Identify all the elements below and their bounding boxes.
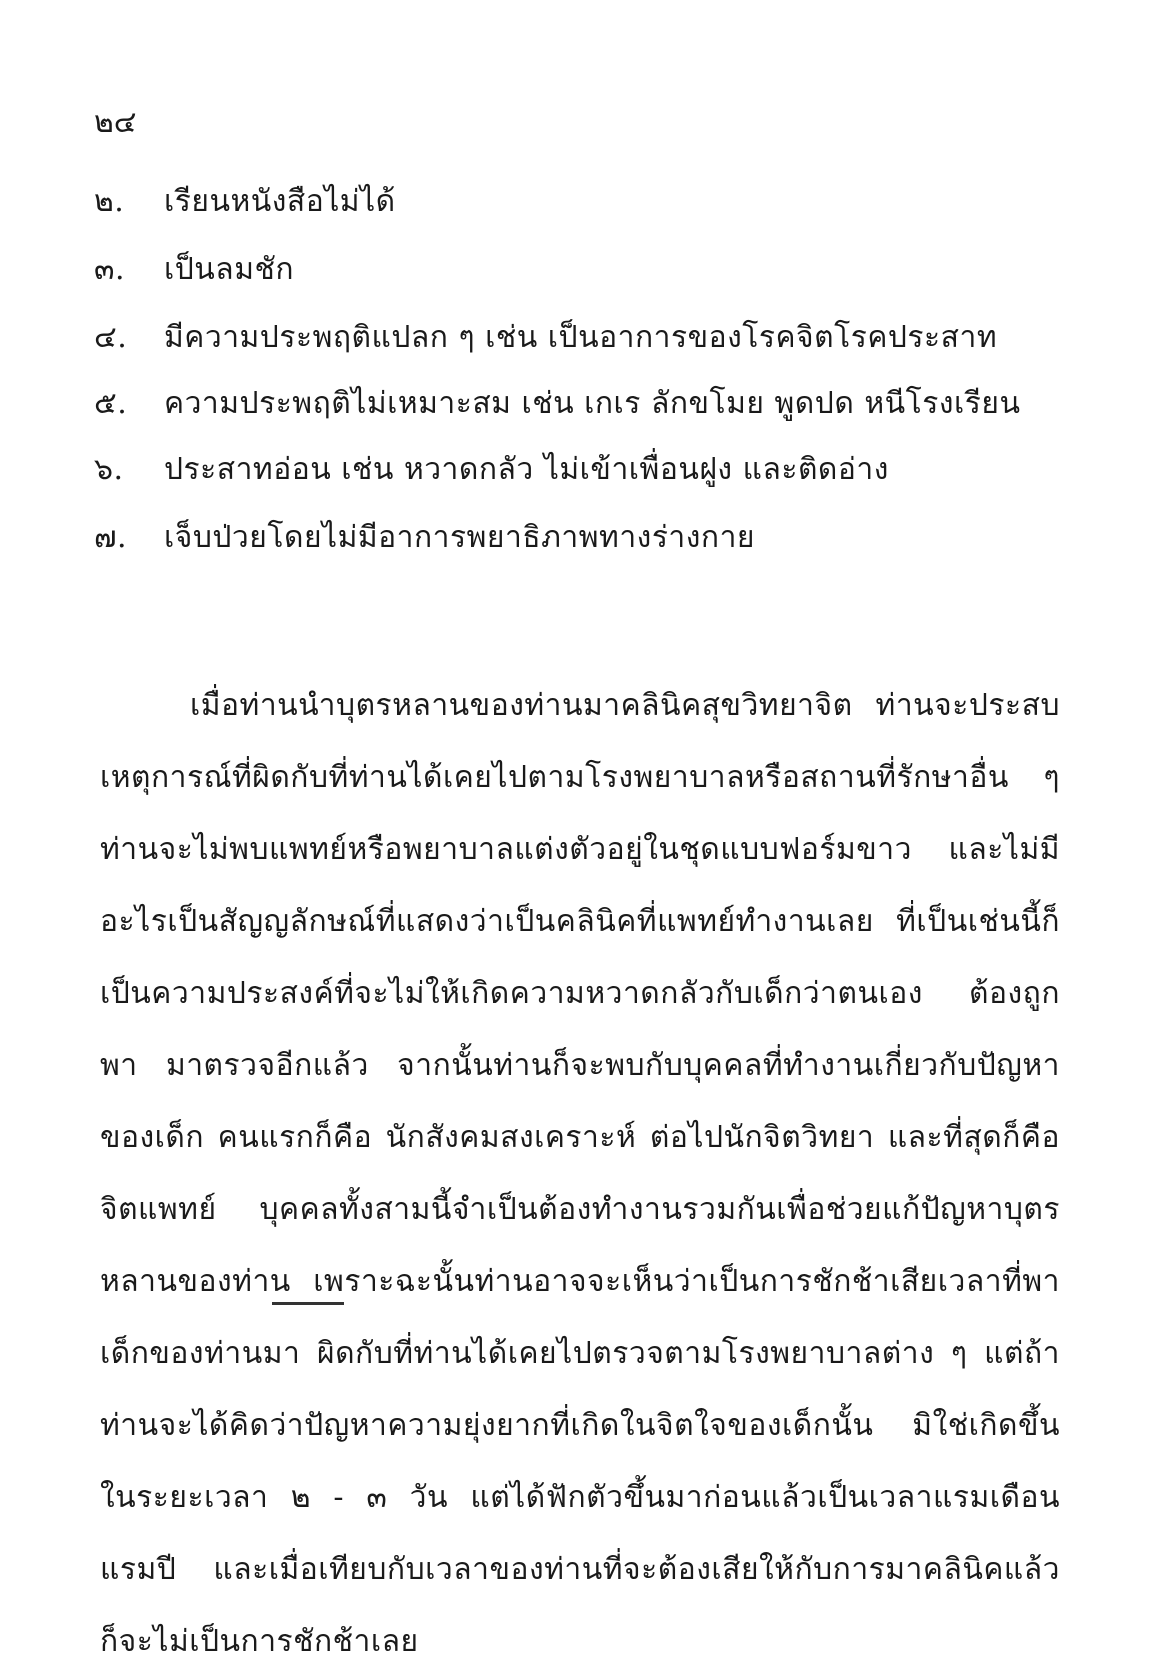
list-item-text: เป็นลมชัก bbox=[164, 252, 294, 287]
numbered-list bbox=[94, 168, 1060, 572]
page-number: ๒๔ bbox=[94, 105, 137, 140]
list-item-number: ๖. bbox=[94, 452, 124, 487]
list-item-text: เจ็บป่วยโดยไม่มีอาการพยาธิภาพทางร่างกาย bbox=[164, 520, 756, 555]
list-item bbox=[94, 168, 1060, 236]
list-item-text: ประสาทอ่อน เช่น หวาดกลัว ไม่เข้าเพื่อนฝูง และติดอ่าง bbox=[164, 452, 889, 487]
list-item bbox=[94, 504, 1060, 572]
ink-mark bbox=[272, 1302, 344, 1305]
list-item-text: เรียนหนังสือไม่ได้ bbox=[164, 184, 396, 219]
list-item bbox=[94, 304, 1060, 372]
list-item-number: ๕. bbox=[94, 386, 128, 421]
list-item-text: มีความประพฤติแปลก ๆ เช่น เป็นอาการของโรคจิตโรคประสาท bbox=[164, 320, 998, 355]
list-item-number: ๔. bbox=[94, 320, 128, 355]
list-item-number: ๓. bbox=[94, 252, 126, 287]
list-item-text: ความประพฤติไม่เหมาะสม เช่น เกเร ลักขโมย พูดปด หนีโรงเรียน bbox=[164, 386, 1021, 421]
body-paragraph: เมื่อท่านนำบุตรหลานของท่านมาคลินิคสุขวิทยาจิต ท่านจะประสบเหตุการณ์ที่ผิดกับที่ท่านได้เคยไปตามโรงพยาบาลหรือสถานที่รักษาอื่น ๆ ท่านจะไม่พบแพทย์หรือพยาบาลแต่งตัวอยู่ในชุดแบบฟอร์มขาว และไม่มีอะไรเป็นสัญญลักษณ์ที่แสดงว่าเป็นคลินิคที่แพทย์ทำงานเลย ที่เป็นเช่นนี้ก็เป็นความประสงค์ที่จะไม่ให้เกิดความหวาดกลัวกับเด็กว่าตนเอง ต้องถูกพา มาตรวจอีกแล้ว จากนั้นท่านก็จะพบกับบุคคลที่ทำงานเกี่ยวกับปัญหาของเด็ก คนแรกก็คือ นักสังคมสงเคราะห์ ต่อไปนักจิตวิทยา และที่สุดก็คือจิตแพทย์ บุคคลทั้งสามนี้จำเป็นต้องทำงานรวมกันเพื่อช่วยแก้ปัญหาบุตรหลานของท่าน เพราะฉะนั้นท่านอาจจะเห็นว่าเป็นการชักช้าเสียเวลาที่พาเด็กของท่านมา ผิดกับที่ท่านได้เคยไปตรวจตามโรงพยาบาลต่าง ๆ แต่ถ้าท่านจะได้คิดว่าปัญหาความยุ่งยากที่เกิดในจิตใจของเด็กนั้น มิใช่เกิดขึ้นในระยะเวลา ๒ - ๓ วัน แต่ได้ฟักตัวขึ้นมาก่อนแล้วเป็นเวลาแรมเดือน แรมปี และเมื่อเทียบกับเวลาของท่านที่จะต้องเสียให้กับการมาคลินิคแล้ว ก็จะไม่เป็นการชักช้าเลย bbox=[100, 688, 1060, 1659]
list-item-number: ๒. bbox=[94, 184, 125, 219]
list-item bbox=[94, 436, 1060, 504]
list-item bbox=[94, 372, 1060, 436]
list-item bbox=[94, 236, 1060, 304]
list-item-number: ๗. bbox=[94, 520, 128, 555]
